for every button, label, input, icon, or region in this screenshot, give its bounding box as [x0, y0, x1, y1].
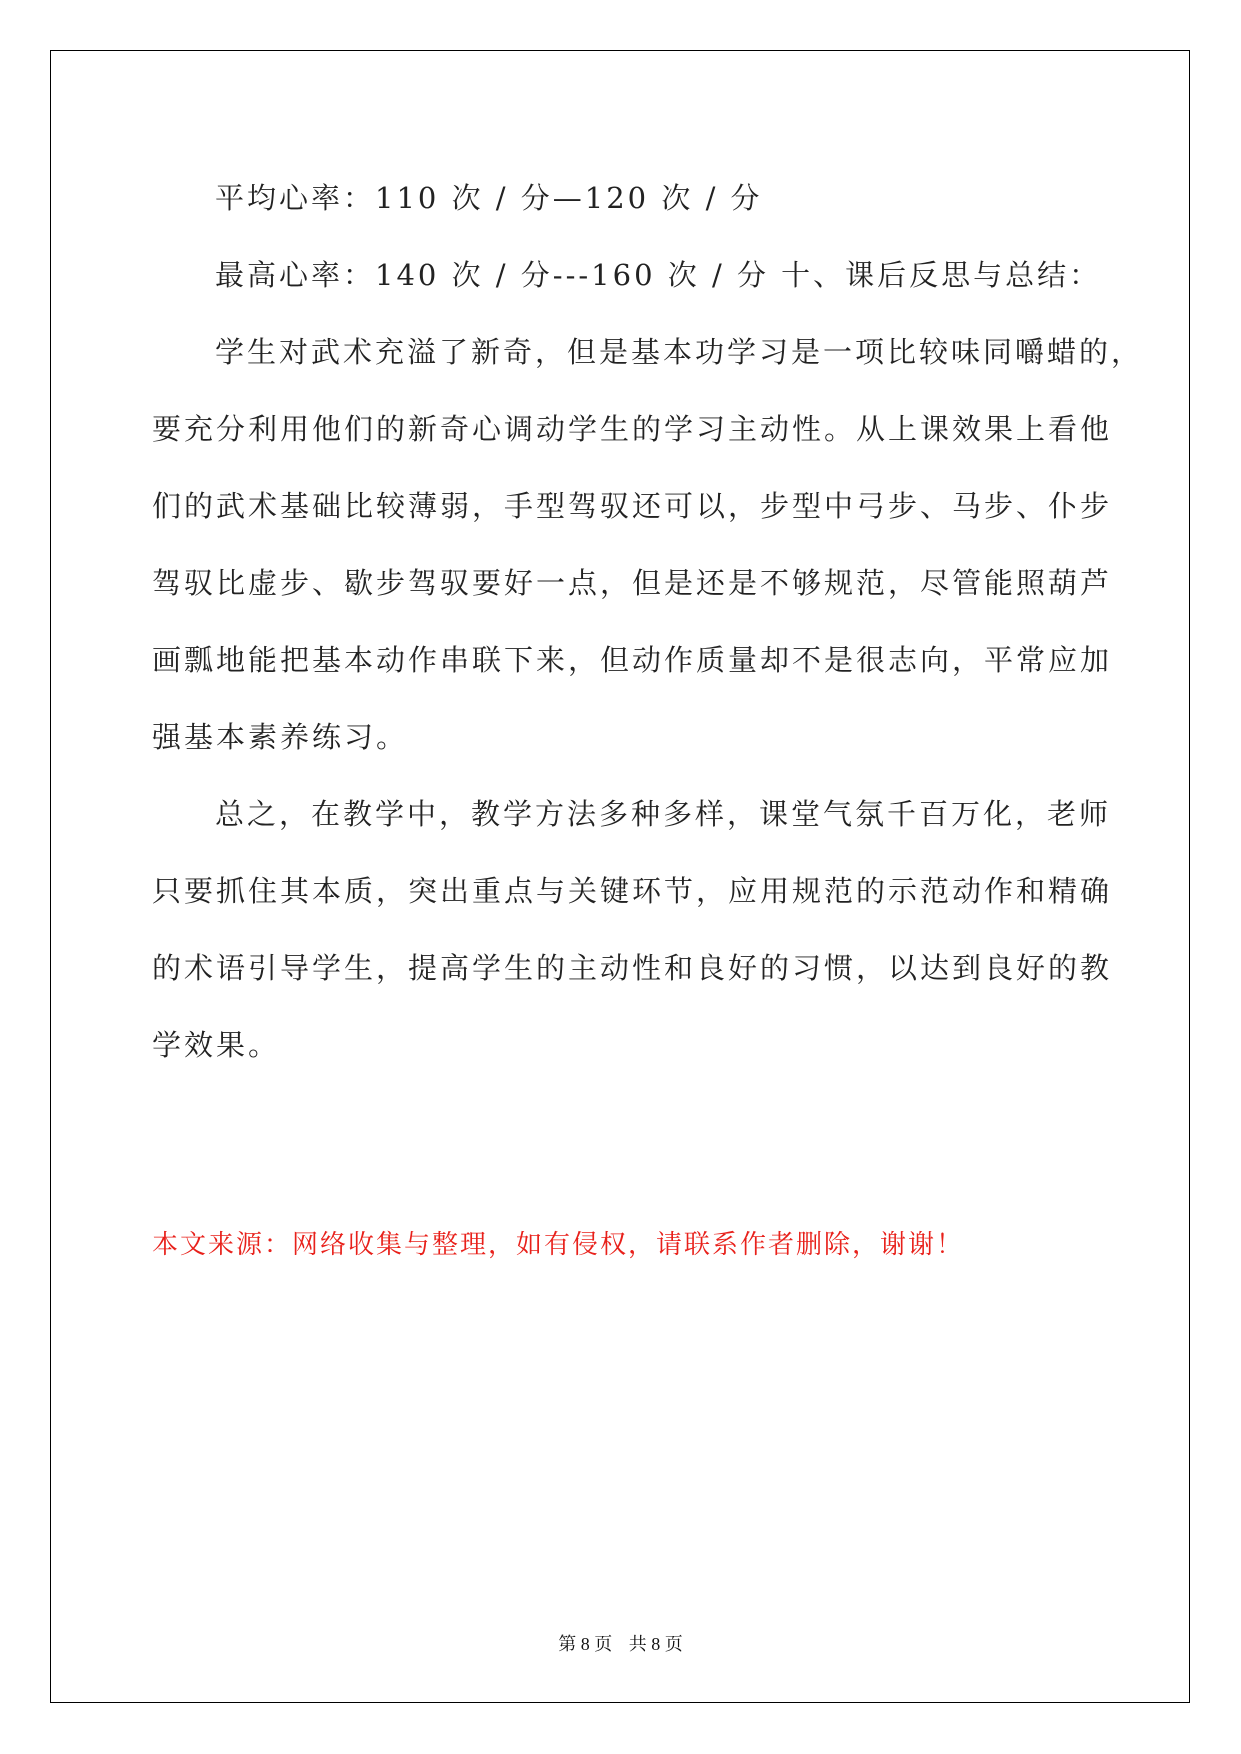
- paragraph-line: 驾驭比虚步、歇步驾驭要好一点，但是还是不够规范，尽管能照葫芦: [152, 566, 1113, 600]
- paragraph-line: 总之，在教学中，教学方法多种多样，课堂气氛千百万化，老师: [215, 797, 1112, 831]
- paragraph-line: 强基本素养练习。: [152, 720, 409, 754]
- source-note: 本文来源：网络收集与整理，如有侵权，请联系作者删除，谢谢！: [152, 1230, 965, 1260]
- paragraph-line: 们的武术基础比较薄弱，手型驾驭还可以，步型中弓步、马步、仆步: [152, 489, 1113, 523]
- heart-rate-average-line: 平均心率：110 次 / 分—120 次 / 分: [215, 181, 763, 215]
- paragraph-line: 只要抓住其本质，突出重点与关键环节，应用规范的示范动作和精确: [152, 874, 1113, 908]
- paragraph-line: 要充分利用他们的新奇心调动学生的学习主动性。从上课效果上看他: [152, 412, 1113, 446]
- document-body: [152, 160, 1144, 1084]
- heart-rate-max-line: 最高心率：140 次 / 分---160 次 / 分 十、课后反思与总结：: [215, 258, 1102, 292]
- paragraph-line: 的术语引导学生，提高学生的主动性和良好的习惯，以达到良好的教: [152, 951, 1113, 985]
- paragraph-line: 学效果。: [152, 1028, 281, 1062]
- page-number-current: 第 8 页: [558, 1634, 613, 1654]
- page-footer: [0, 1630, 1241, 1656]
- page-number-total: 共 8 页: [628, 1634, 683, 1654]
- paragraph-line: 学生对武术充溢了新奇，但是基本功学习是一项比较味同嚼蜡的，: [215, 335, 1144, 369]
- paragraph-line: 画瓢地能把基本动作串联下来，但动作质量却不是很志向，平常应加: [152, 643, 1113, 677]
